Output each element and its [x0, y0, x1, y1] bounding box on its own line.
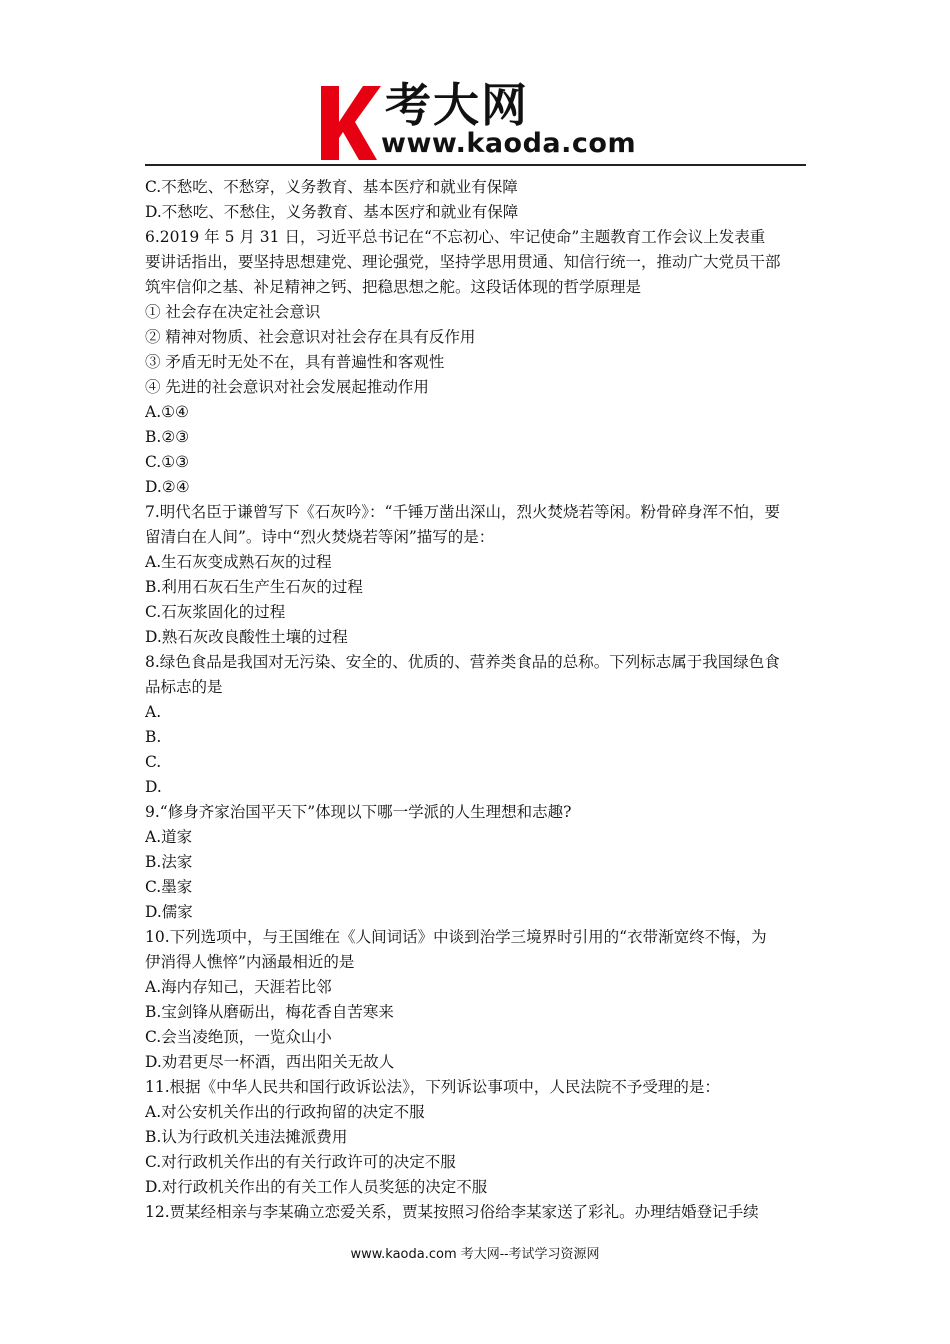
- logo-chinese-name: 考大网: [385, 78, 529, 132]
- text-line: 9.“修身齐家治国平天下”体现以下哪一学派的人生理想和志趣?: [145, 803, 572, 821]
- text-line: B.: [145, 728, 162, 746]
- text-line: 11.根据《中华人民共和国行政诉讼法》，下列诉讼事项中，人民法院不予受理的是：: [145, 1078, 720, 1096]
- text-line: D.②④: [145, 478, 190, 496]
- text-line: A.道家: [145, 828, 193, 846]
- text-line: C.对行政机关作出的有关行政许可的决定不服: [145, 1153, 456, 1171]
- text-line: C.①③: [145, 453, 190, 471]
- text-line: D.儒家: [145, 903, 193, 921]
- text-line: A.①④: [145, 403, 189, 421]
- text-line: B.法家: [145, 853, 193, 871]
- logo-url: www.kaoda.com: [381, 128, 637, 159]
- text-line: 筑牢信仰之基、补足精神之钙、把稳思想之舵。这段话体现的哲学原理是: [145, 278, 642, 296]
- text-line: C.不愁吃、不愁穿，义务教育、基本医疗和就业有保障: [145, 178, 518, 196]
- footer-url[interactable]: www.kaoda.com: [350, 1247, 457, 1262]
- text-line: D.熟石灰改良酸性土壤的过程: [145, 628, 348, 646]
- text-line: D.不愁吃、不愁住，义务教育、基本医疗和就业有保障: [145, 203, 519, 221]
- text-line: C.墨家: [145, 878, 193, 896]
- text-line: 6.2019 年 5 月 31 日，习近平总书记在“不忘初心、牢记使命”主题教育工作会议上发表重: [145, 228, 766, 246]
- text-line: 12.贾某经相亲与李某确立恋爱关系，贾某按照习俗给李某家送了彩礼。办理结婚登记手续: [145, 1203, 759, 1221]
- text-line: C.会当凌绝顶，一览众山小: [145, 1028, 332, 1046]
- text-line: 要讲话指出，要坚持思想建党、理论强党，坚持学思用贯通、知信行统一，推动广大党员干部: [145, 253, 781, 271]
- text-line: ① 社会存在决定社会意识: [145, 303, 321, 321]
- page-header: [145, 62, 806, 166]
- text-line: 7.明代名臣于谦曾写下《石灰吟》：“千锤万凿出深山，烈火焚烧若等闲。粉骨碎身浑不怕，要: [145, 503, 780, 521]
- text-line: 留清白在人间”。诗中“烈火焚烧若等闲”描写的是：: [145, 528, 495, 546]
- text-line: 品标志的是: [145, 678, 223, 696]
- text-line: C.石灰浆固化的过程: [145, 603, 286, 621]
- kaoda-logo[interactable]: [317, 78, 647, 162]
- text-line: A.海内存知己，天涯若比邻: [145, 978, 332, 996]
- text-line: ② 精神对物质、社会意识对社会存在具有反作用: [145, 328, 476, 346]
- text-line: 伊消得人憔悴”内涵最相近的是: [145, 953, 355, 971]
- text-line: D.对行政机关作出的有关工作人员奖惩的决定不服: [145, 1178, 488, 1196]
- text-line: D.: [145, 778, 162, 796]
- text-line: 8.绿色食品是我国对无污染、安全的、优质的、营养类食品的总称。下列标志属于我国绿色食: [145, 653, 780, 671]
- page-footer: [0, 1246, 950, 1264]
- text-line: D.劝君更尽一杯酒，西出阳关无故人: [145, 1053, 395, 1071]
- header-divider: [145, 164, 806, 166]
- text-line: 10.下列选项中，与王国维在《人间词话》中谈到治学三境界时引用的“衣带渐宽终不悔，为: [145, 928, 767, 946]
- k-logo-glyph: [321, 86, 381, 160]
- text-line: ③ 矛盾无时无处不在，具有普遍性和客观性: [145, 353, 445, 371]
- text-line: B.利用石灰石生产生石灰的过程: [145, 578, 363, 596]
- text-line: B.宝剑锋从磨砺出，梅花香自苦寒来: [145, 1003, 394, 1021]
- text-line: B.②③: [145, 428, 190, 446]
- text-line: B.认为行政机关违法摊派费用: [145, 1128, 348, 1146]
- document-body: [145, 175, 810, 1225]
- text-line: A.对公安机关作出的行政拘留的决定不服: [145, 1103, 425, 1121]
- text-line: C.: [145, 753, 162, 771]
- text-line: ④ 先进的社会意识对社会发展起推动作用: [145, 378, 429, 396]
- text-line: A.: [145, 703, 162, 721]
- k-logo-icon: [317, 82, 381, 162]
- text-line: A.生石灰变成熟石灰的过程: [145, 553, 332, 571]
- footer-text: 考大网--考试学习资源网: [456, 1247, 600, 1262]
